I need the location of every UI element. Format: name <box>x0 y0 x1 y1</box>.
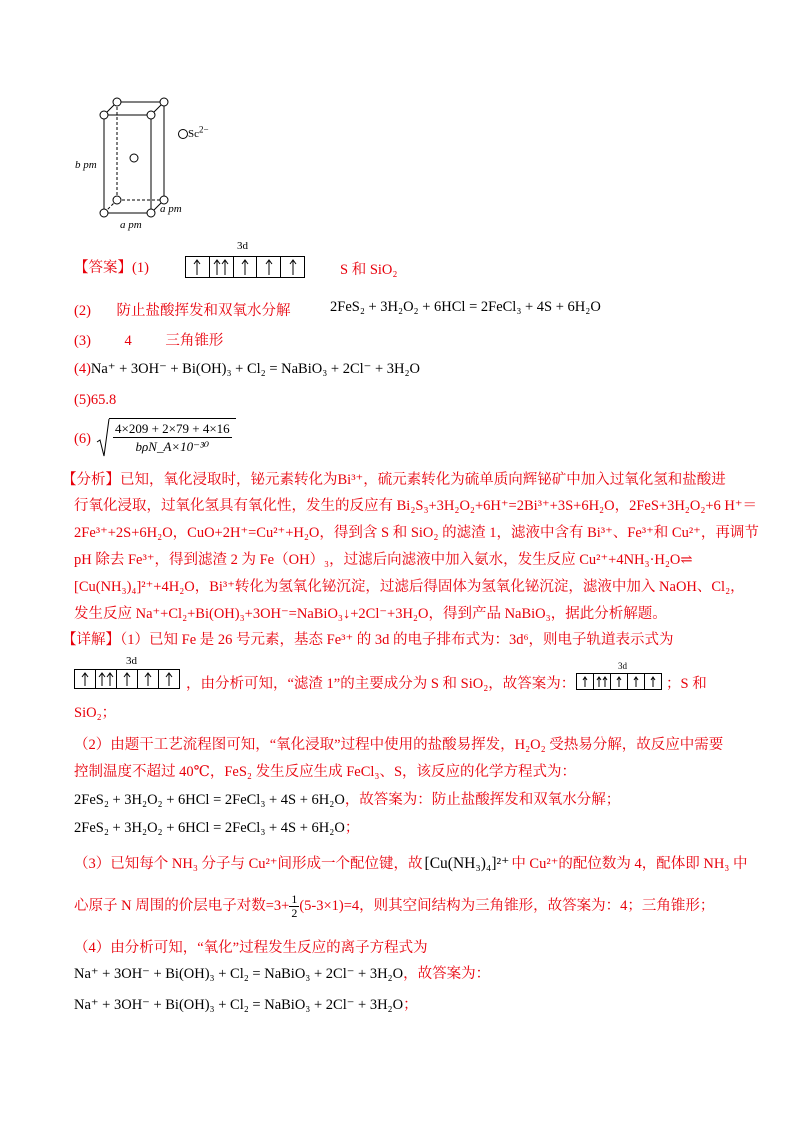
orbital-box <box>257 257 281 277</box>
orbital-box <box>186 257 210 277</box>
sqrt-icon <box>96 418 110 458</box>
up-arrow-icon <box>241 259 249 275</box>
up-arrow-icon <box>106 672 114 686</box>
up-arrow-icon <box>602 676 608 687</box>
detail-p4-line-1: （4）由分析可知，“氧化”过程发生反应的离子方程式为 <box>74 940 428 956</box>
detail-p3-line-1: （3）已知每个 NH₃ 分子与 Cu²⁺间形成一个配位键，故 [Cu(NH₃)₄]²⁺ 中 Cu²⁺的配位数为 4，配体即 NH₃ 中 <box>74 855 748 872</box>
up-arrow-icon <box>213 259 221 275</box>
up-arrow-icon <box>650 676 656 687</box>
up-arrow-icon <box>633 676 639 687</box>
analysis-line-5: [Cu(NH₃)₄]²⁺+4H₂O，Bi³⁺转化为氢氧化铋沉淀，过滤后得固体为氢氧化铋沉淀，滤液中加入 NaOH、Cl₂， <box>74 579 745 595</box>
atom <box>100 111 108 119</box>
orbital-boxes <box>185 256 305 278</box>
legend-circle-icon <box>178 129 188 139</box>
up-arrow-icon <box>123 672 131 686</box>
detail-p2-line-1: （2）由题干工艺流程图可知，“氧化浸取”过程中使用的盐酸易挥发，H₂O₂ 受热易分解，故反应中需要 <box>74 737 724 753</box>
detail-p2-equation-2: 2FeS₂ + 3H₂O₂ + 6HCl = 2FeCl₃ + 4S + 6H₂O； <box>74 820 360 836</box>
detail-tag: 【详解】 <box>62 632 120 648</box>
analysis-line-3: 2Fe³⁺+2S+6H₂O，CuO+2H⁺=Cu²⁺+H₂O，得到含 S 和 SiO₂ 的滤渣 1，滤液中含有 Bi³⁺、Fe³⁺和 Cu²⁺，再调节 <box>74 525 759 541</box>
up-arrow-icon <box>616 676 622 687</box>
orbital-box <box>281 257 304 277</box>
analysis-tag: 【分析】 <box>62 472 120 488</box>
up-arrow-icon <box>221 259 229 275</box>
a-dimension-label-right: a pm <box>160 203 182 215</box>
radicand-denominator: bρN_A×10⁻³⁰ <box>135 439 210 454</box>
b-dimension-label: b pm <box>75 159 97 171</box>
atom <box>113 196 121 204</box>
radicand-numerator: 4×209 + 2×79 + 4×16 <box>115 421 230 436</box>
fraction-half: $\frac{1}{2}$ <box>291 892 298 920</box>
atom <box>160 98 168 106</box>
complex-ion: [Cu(NH₃)₄]²⁺ <box>424 855 510 872</box>
detail-p4-equation-1: Na⁺ + 3OH⁻ + Bi(OH)₃ + Cl₂ = NaBiO₃ + 2Cl⁻ + 3H₂O，故答案为： <box>74 966 491 982</box>
atom <box>147 209 155 217</box>
answer-q1-text: S 和 SiO₂ <box>340 262 398 278</box>
atom <box>147 111 155 119</box>
analysis-line-2: 行氧化浸取，过氧化氢具有氧化性，发生的反应有 Bi₂S₃+3H₂O₂+6H⁺=2Bi³⁺+3S+6H₂O，2FeS+3H₂O₂+6 H⁺＝ <box>74 498 758 514</box>
up-arrow-icon <box>144 672 152 686</box>
detail-line-3: SiO₂； <box>74 705 117 721</box>
detail-p3-line-2: 心原子 N 周围的价层电子对数=3+ $\frac{1}{2}$ (5-3×1)=4，则其空间结构为三角锥形，故答案为：4；三角锥形； <box>74 892 715 920</box>
orbital-label: 3d <box>237 240 248 252</box>
analysis-line-1: 【分析】已知，氧化浸取时，铋元素转化为Bi³⁺，硫元素转化为硫单质向辉铋矿中加入过氧化氢和盐酸进 <box>62 472 726 488</box>
detail-line-2-end: ；S 和 <box>666 676 707 692</box>
answer-line-1: 【答案】(1) <box>74 260 149 276</box>
up-arrow-icon <box>582 676 588 687</box>
detail-line-1: 【详解】（1）已知 Fe 是 26 号元素，基态 Fe³⁺ 的 3d 的电子排布式为：3d⁶，则电子轨道表示式为 <box>62 632 674 648</box>
detail-p2-line-2: 控制温度不超过 40℃，FeS₂ 发生反应生成 FeCl₃、S，该反应的化学方程式为： <box>74 764 577 780</box>
answer-q4-equation: Na⁺ + 3OH⁻ + Bi(OH)₃ + Cl₂ = NaBiO₃ + 2Cl⁻ + 3H₂O <box>90 361 420 377</box>
a-dimension-label-bottom: a pm <box>120 219 142 231</box>
detail-p2-equation-1: 2FeS₂ + 3H₂O₂ + 6HCl = 2FeCl₃ + 4S + 6H₂O，故答案为：防止盐酸挥发和双氧水分解； <box>74 792 621 808</box>
atom <box>113 98 121 106</box>
answer-tag: 【答案】 <box>74 260 132 276</box>
atom <box>100 209 108 217</box>
detail-line-2-mid: ，由分析可知，“滤渣 1”的主要成分为 S 和 SiO₂，故答案为： <box>186 676 576 692</box>
up-arrow-icon <box>81 672 89 686</box>
atom <box>130 154 138 162</box>
answer-line-3: (3) 4 三角锥形 <box>74 333 224 349</box>
orbital-box <box>210 257 234 277</box>
sqrt-radicand <box>109 418 236 455</box>
up-arrow-icon <box>165 672 173 686</box>
sc-legend: $Sc^{2-}$ <box>178 128 209 140</box>
up-arrow-icon <box>265 259 273 275</box>
answer-line-5: (5)65.8 <box>74 392 117 408</box>
up-arrow-icon <box>98 672 106 686</box>
answer-line-2: (2) 防止盐酸挥发和双氧水分解 <box>74 303 291 319</box>
analysis-line-4: pH 除去 Fe³⁺，得到滤渣 2 为 Fe（OH）₃，过滤后向滤液中加入氨水，发生反应 Cu²⁺+4NH₃·H₂O⇌ <box>74 552 693 568</box>
answer-q2-equation: 2FeS₂ + 3H₂O₂ + 6HCl = 2FeCl₃ + 4S + 6H₂O <box>330 299 601 315</box>
up-arrow-icon <box>193 259 201 275</box>
analysis-line-6: 发生反应 Na⁺+Cl₂+Bi(OH)₃+3OH⁻=NaBiO₃↓+2Cl⁻+3H₂O，得到产品 NaBiO₃，据此分析解题。 <box>74 606 667 622</box>
detail-p4-equation-2: Na⁺ + 3OH⁻ + Bi(OH)₃ + Cl₂ = NaBiO₃ + 2Cl⁻ + 3H₂O； <box>74 997 418 1013</box>
up-arrow-icon <box>289 259 297 275</box>
orbital-box <box>234 257 258 277</box>
answer-line-4: (4)Na⁺ + 3OH⁻ + Bi(OH)₃ + Cl₂ = NaBiO₃ + 2Cl⁻ + 3H₂O <box>74 361 420 377</box>
